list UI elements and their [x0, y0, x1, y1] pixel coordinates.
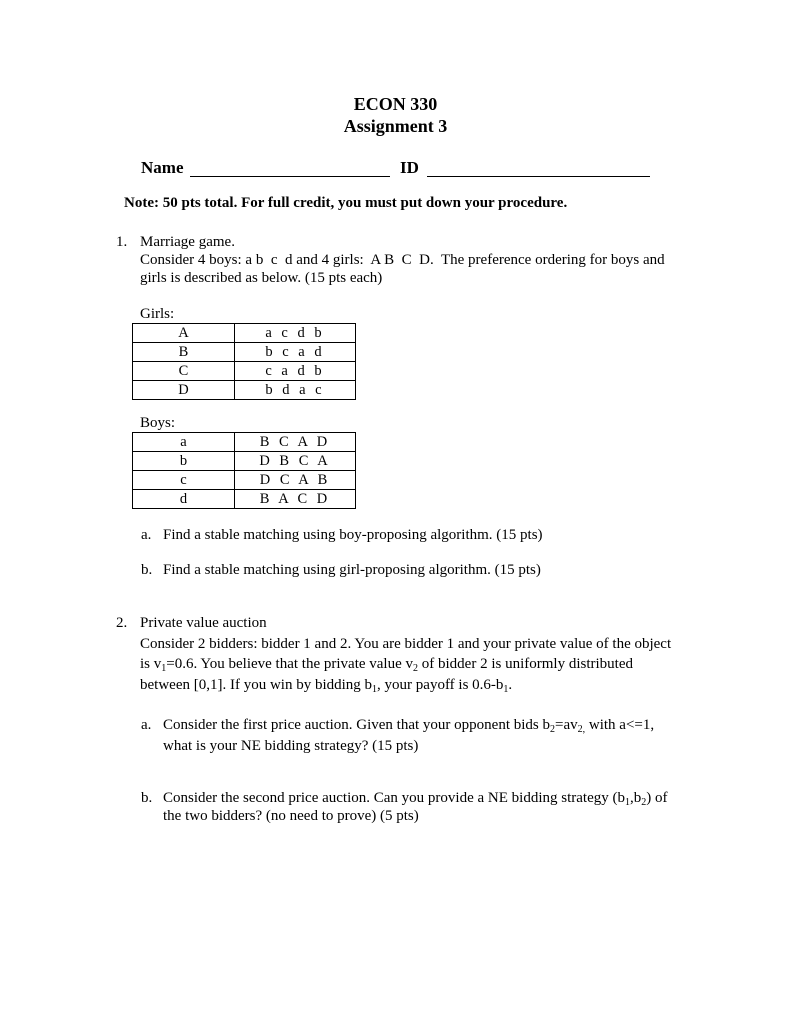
name-blank-line — [190, 176, 390, 177]
girl-preference: c a d b — [235, 362, 356, 381]
q2b-line1: Consider the second price auction. Can you provide a NE bidding strategy $(b_1,b_2)$ of — [163, 790, 668, 808]
q2b-label: b. — [141, 790, 153, 806]
q1b-text: Find a stable matching using girl-proposing algorithm. (15 pts) — [163, 562, 541, 578]
q2a-label: a. — [141, 717, 152, 733]
q1-line2: girls is described as below. (15 pts each) — [140, 270, 383, 286]
boy-preference: D C A B — [235, 471, 356, 490]
table-row — [133, 343, 356, 362]
table-row — [133, 381, 356, 400]
q2-title: Private value auction — [140, 615, 267, 631]
q1-line1: Consider 4 boys: a b c d and 4 girls: A B C D. The preference ordering for boys and — [140, 252, 665, 268]
q2b-line2: the two bidders? (no need to prove) (5 pts) — [163, 808, 419, 824]
q2-number: 2. — [116, 615, 128, 631]
q2-line2: is $v_1=0.6$. You believe that the private value $v_2$ of bidder 2 is uniformly distributed — [140, 656, 633, 674]
boys-label: Boys: — [140, 415, 176, 431]
q2a-line2: what is your NE bidding strategy? (15 pts) — [163, 738, 419, 754]
girl-preference: b c a d — [235, 343, 356, 362]
name-label: Name — [141, 158, 184, 177]
q2-line3: between [0,1]. If you win by bidding $b_1$, your payoff is $0.6-b_1$. — [140, 677, 513, 695]
q2-line1: Consider 2 bidders: bidder 1 and 2. You are bidder 1 and your private value of the object — [140, 636, 672, 652]
girl-preference: b d a c — [235, 381, 356, 400]
boy-name: c — [133, 471, 235, 490]
id-label: ID — [400, 158, 419, 177]
id-blank-line — [427, 176, 650, 177]
boys-preference-table — [132, 432, 356, 509]
assignment-title: Assignment 3 — [343, 116, 448, 136]
q1b-label: b. — [141, 562, 153, 578]
q1-title: Marriage game. — [140, 234, 235, 250]
table-row — [133, 433, 356, 452]
course-title: ECON 330 — [353, 94, 438, 114]
table-row — [133, 324, 356, 343]
boy-preference: D B C A — [235, 452, 356, 471]
girl-preference: a c d b — [235, 324, 356, 343]
boy-name: a — [133, 433, 235, 452]
girls-label: Girls: — [140, 306, 175, 322]
table-row — [133, 471, 356, 490]
q1-number: 1. — [116, 234, 128, 250]
girls-preference-table — [132, 323, 356, 400]
girl-name: D — [133, 381, 235, 400]
q2a-line1: Consider the first price auction. Given that your opponent bids $b_2=av_{2,}$ with a<=1, — [163, 717, 655, 735]
note-text: Note: 50 pts total. For full credit, you must put down your procedure. — [124, 195, 568, 211]
boy-name: b — [133, 452, 235, 471]
table-row — [133, 362, 356, 381]
girl-name: A — [133, 324, 235, 343]
table-row — [133, 490, 356, 509]
boy-preference: B C A D — [235, 433, 356, 452]
boy-name: d — [133, 490, 235, 509]
table-row — [133, 452, 356, 471]
girl-name: B — [133, 343, 235, 362]
q1a-label: a. — [141, 527, 152, 543]
q1a-text: Find a stable matching using boy-proposing algorithm. (15 pts) — [163, 527, 543, 543]
boy-preference: B A C D — [235, 490, 356, 509]
girl-name: C — [133, 362, 235, 381]
